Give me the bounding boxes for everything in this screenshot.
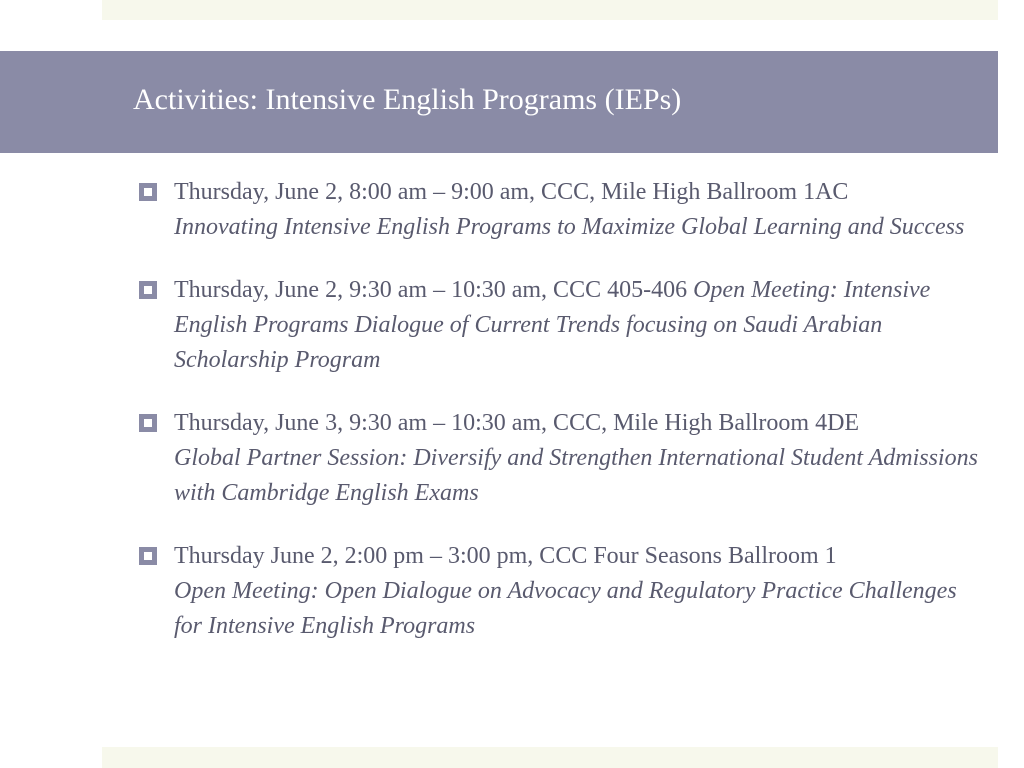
session-title: Open Meeting: Intensive English Programs Dialogue of Current Trends focusing on Saudi Arabian Scholarship Program bbox=[174, 277, 931, 373]
square-bullet-icon bbox=[139, 414, 157, 432]
list-item bbox=[138, 539, 978, 644]
session-title: Innovating Intensive English Programs to Maximize Global Learning and Success bbox=[174, 214, 965, 240]
square-bullet-icon bbox=[139, 183, 157, 201]
list-item bbox=[138, 273, 978, 378]
session-time-location: Thursday, June 2, 9:30 am – 10:30 am, CCC 405-406 bbox=[174, 277, 694, 303]
session-time-location: Thursday, June 3, 9:30 am – 10:30 am, CCC, Mile High Ballroom 4DE bbox=[174, 410, 860, 436]
bottom-decorative-band bbox=[102, 747, 998, 768]
slide-title: Activities: Intensive English Programs (IEPs) bbox=[133, 83, 682, 116]
session-list bbox=[138, 175, 978, 672]
list-item bbox=[138, 406, 978, 511]
session-title: Global Partner Session: Diversify and Strengthen International Student Admissions with Cambridge English Exams bbox=[174, 445, 978, 506]
list-item bbox=[138, 175, 978, 245]
square-bullet-icon bbox=[139, 281, 157, 299]
square-bullet-icon bbox=[139, 547, 157, 565]
session-title: Open Meeting: Open Dialogue on Advocacy and Regulatory Practice Challenges for Intensive English Programs bbox=[174, 578, 957, 639]
top-decorative-band bbox=[102, 0, 998, 20]
session-time-location: Thursday June 2, 2:00 pm – 3:00 pm, CCC Four Seasons Ballroom 1 bbox=[174, 543, 837, 569]
session-time-location: Thursday, June 2, 8:00 am – 9:00 am, CCC, Mile High Ballroom 1AC bbox=[174, 179, 849, 205]
